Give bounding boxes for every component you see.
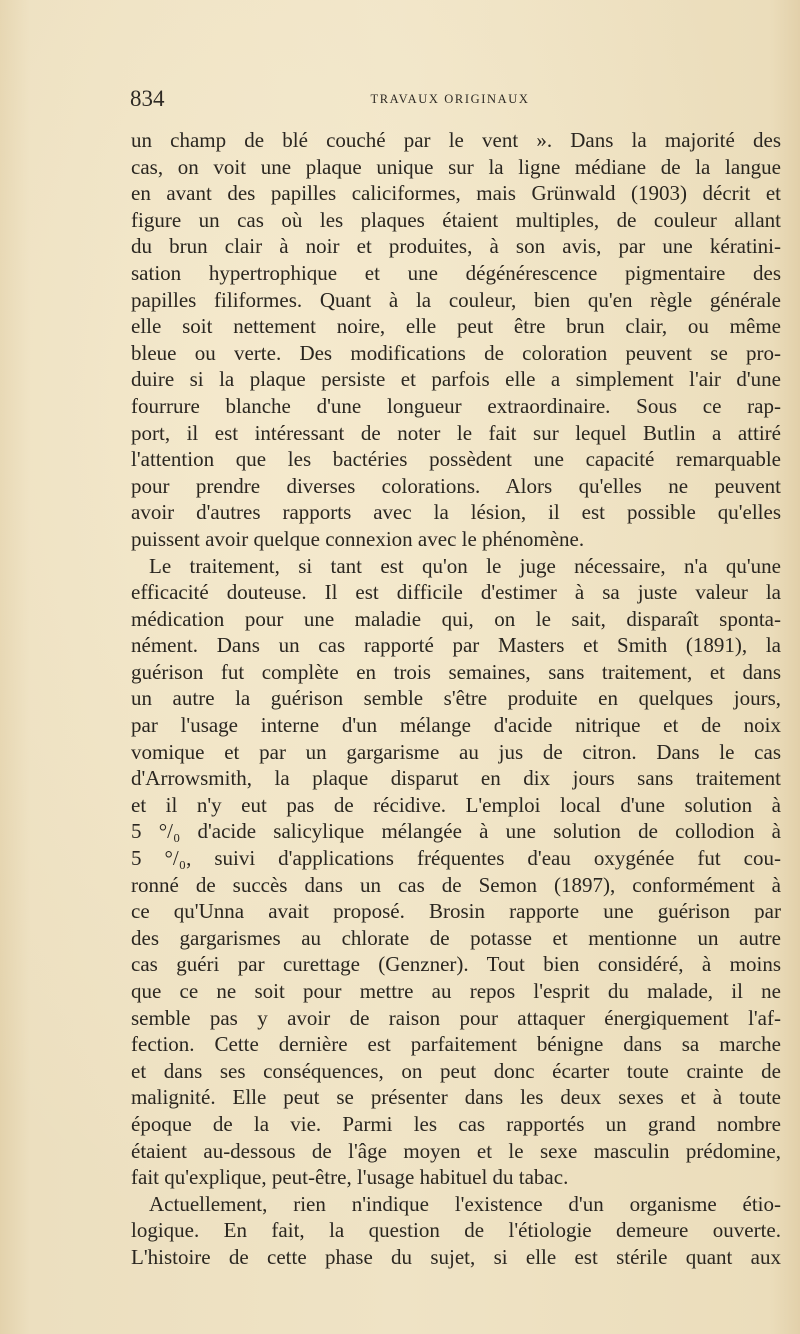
text-line: efficacité douteuse. Il est difficile d'estimer à sa juste valeur la [131,580,781,605]
text-line: un autre la guérison semble s'être produite en quelques jours, [131,686,781,711]
text-line: malignité. Elle peut se présenter dans les deux sexes et à toute [131,1085,781,1110]
text-line: 5 °/₀, suivi d'applications fréquentes d'eau oxygénée fut cou- [131,846,781,871]
text-line: port, il est intéressant de noter le fait sur lequel Butlin a attiré [131,420,781,445]
text-line: nément. Dans un cas rapporté par Masters et Smith (1891), la [131,633,781,658]
text-line: elle soit nettement noire, elle peut être brun clair, ou même [131,314,781,339]
text-line: bleue ou verte. Des modifications de coloration peuvent se pro- [131,340,781,365]
text-line: fourrure blanche d'une longueur extraordinaire. Sous ce rap- [131,393,781,418]
text-line: 5 °/₀ d'acide salicylique mélangée à une solution de collodion à [131,819,781,844]
text-line: papilles filiformes. Quant à la couleur, bien qu'en règle générale [131,287,781,312]
text-line: L'histoire de cette phase du sujet, si elle est stérile quant aux [131,1244,781,1269]
running-head: TRAVAUX ORIGINAUX [370,92,530,106]
text-line: Le traitement, si tant est qu'on le juge nécessaire, n'a qu'une [149,553,781,578]
text-line: du brun clair à noir et produites, à son avis, par une kératini- [131,234,781,259]
text-line: fection. Cette dernière est parfaitement bénigne dans sa marche [131,1032,781,1057]
text-line: des gargarismes au chlorate de potasse et mentionne un autre [131,925,781,950]
text-line: époque de la vie. Parmi les cas rapportés un grand nombre [131,1111,781,1136]
text-line: pour prendre diverses colorations. Alors qu'elles ne peuvent [131,473,781,498]
text-line: avoir d'autres rapports avec la lésion, il est possible qu'elles [131,500,781,525]
text-line: cas guéri par curettage (Genzner). Tout bien considéré, à moins [131,952,781,977]
text-line: puissent avoir quelque connexion avec le phénomène. [131,526,585,551]
text-line: Actuellement, rien n'indique l'existence d'un organisme étio- [149,1191,781,1216]
text-line: en avant des papilles caliciformes, mais Grünwald (1903) décrit et [131,181,781,206]
text-line: étaient au-dessous de l'âge moyen et le sexe masculin prédomine, [131,1138,781,1163]
text-line: logique. En fait, la question de l'étiologie demeure ouverte. [131,1218,781,1243]
text-line: par l'usage interne d'un mélange d'acide nitrique et de noix [131,713,781,738]
text-line: duire si la plaque persiste et parfois elle a simplement l'air d'une [131,367,781,392]
text-line: figure un cas où les plaques étaient multiples, de couleur allant [131,207,781,232]
text-line: fait qu'explique, peut-être, l'usage habituel du tabac. [131,1165,569,1190]
text-line: ronné de succès dans un cas de Semon (1897), conformément à [131,872,781,897]
text-line: ce qu'Unna avait proposé. Brosin rapporte une guérison par [131,899,781,924]
text-line: médication pour une maladie qui, on le sait, disparaît sponta- [131,606,781,631]
text-line: et dans ses conséquences, on peut donc écarter toute crainte de [131,1058,781,1083]
text-line: l'attention que les bactéries possèdent une capacité remarquable [131,447,781,472]
text-line: vomique et par un gargarisme au jus de citron. Dans le cas [131,739,781,764]
text-line: cas, on voit une plaque unique sur la ligne médiane de la langue [131,154,781,179]
text-line: semble pas y avoir de raison pour attaquer énergiquement l'af- [131,1005,781,1030]
text-line: d'Arrowsmith, la plaque disparut en dix jours sans traitement [131,766,781,791]
body-text [131,127,781,1271]
text-line: et il n'y eut pas de récidive. L'emploi local d'une solution à [131,792,781,817]
page-header [130,86,770,116]
text-line: sation hypertrophique et une dégénérescence pigmentaire des [131,260,781,285]
page-number: 834 [130,86,165,111]
text-line: un champ de blé couché par le vent ». Dans la majorité des [131,128,781,152]
text-line: que ce ne soit pour mettre au repos l'esprit du malade, il ne [131,979,781,1003]
text-line: guérison fut complète en trois semaines, sans traitement, et dans [131,659,781,684]
